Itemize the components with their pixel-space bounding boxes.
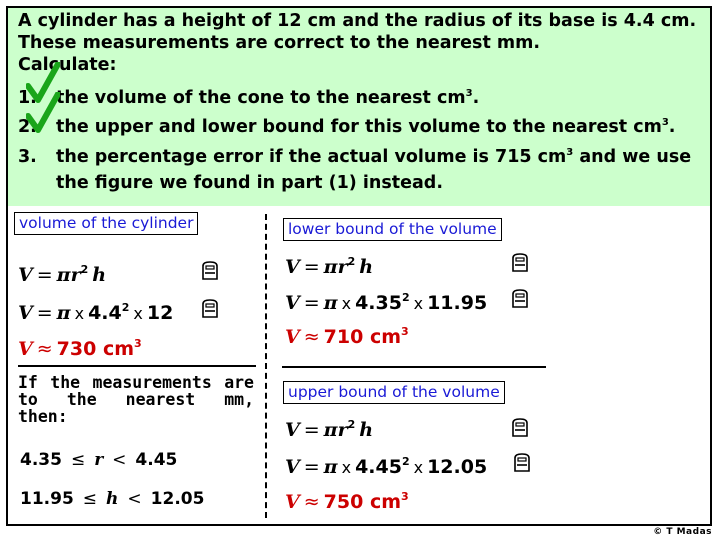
- item-superscript: 3: [566, 147, 574, 158]
- left-substitution: V = π x $4.4^2$ x 12: [18, 301, 174, 324]
- item-end: and we use: [573, 147, 692, 167]
- question-item-2: [18, 112, 675, 138]
- lower-bound-heading: lower bound of the volume: [283, 218, 502, 241]
- lower-substitution: V = π x 4.35$^2$ x 11.95: [285, 291, 488, 314]
- calculator-icon: [510, 417, 530, 437]
- upper-formula: $V = \pi r^2$ h: [285, 418, 374, 441]
- item-superscript: 3: [465, 88, 473, 99]
- radius-range: 4.35 ≤ r < 4.45: [20, 450, 178, 470]
- item-text: the percentage error if the actual volume is 715 cm: [56, 147, 567, 167]
- left-formula: $V = \pi r^2$ h: [18, 263, 107, 286]
- calculator-icon: [200, 298, 220, 318]
- height-range: 11.95 ≤ h < 12.05: [20, 489, 205, 509]
- question-panel: [8, 8, 710, 206]
- credit-text: © T Madas: [653, 527, 712, 537]
- question-line-1: A cylinder has a height of 12 cm and the radius of its base is 4.4 cm.: [18, 11, 697, 31]
- question-line-3: Calculate:: [18, 55, 117, 75]
- lower-bound-result: V ≈ 710 $cm^3$: [285, 325, 409, 348]
- item-superscript: 3: [661, 117, 669, 128]
- bounds-note: If the measurements are to the nearest mm, then:: [18, 373, 254, 426]
- question-item-3-continued: the figure we found in part (1) instead.: [56, 173, 443, 193]
- checkmark-icon: [26, 92, 60, 134]
- divider-line: [18, 365, 256, 367]
- calculator-icon: [510, 252, 530, 272]
- calculator-icon: [200, 260, 220, 280]
- item-number: 3.: [18, 147, 37, 167]
- item-text: the upper and lower bound for this volume to the nearest cm: [56, 117, 662, 137]
- lower-formula: $V = \pi r^2$ h: [285, 255, 374, 278]
- item-end: .: [668, 117, 676, 137]
- item-text: the volume of the cone to the nearest cm: [56, 88, 466, 108]
- divider-line: [282, 366, 546, 368]
- cylinder-volume-heading: volume of the cylinder: [14, 212, 198, 235]
- question-item-3: [18, 142, 691, 168]
- upper-substitution: V = π x 4.45$^2$ x 12.05: [285, 455, 488, 478]
- calculator-icon: [512, 452, 532, 472]
- item-number: 1.: [18, 88, 37, 108]
- column-divider: [265, 214, 267, 518]
- calculator-icon: [510, 288, 530, 308]
- item-end: .: [472, 88, 480, 108]
- cylinder-volume-result: V ≈ 730 $cm^3$: [18, 337, 142, 360]
- question-line-2: These measurements are correct to the nearest mm.: [18, 33, 541, 53]
- item-number: 2.: [18, 117, 37, 137]
- upper-bound-heading: upper bound of the volume: [283, 381, 505, 404]
- upper-bound-result: V ≈ 750 $cm^3$: [285, 490, 409, 513]
- question-item-1: [18, 83, 479, 109]
